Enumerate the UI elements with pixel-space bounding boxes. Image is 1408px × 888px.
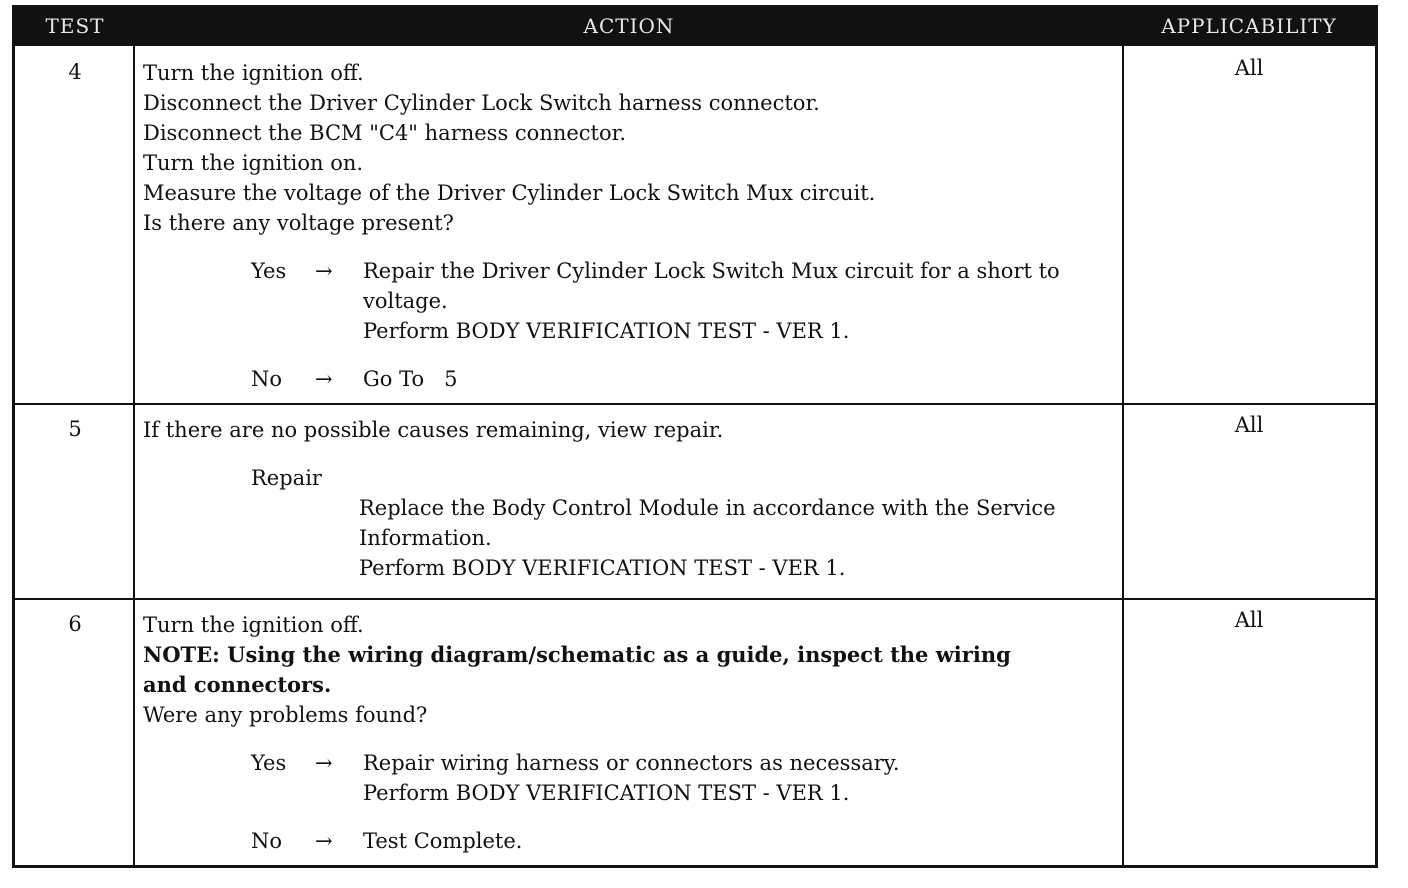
arrow-right-icon: → xyxy=(315,829,333,853)
result-label: Yes xyxy=(251,259,287,283)
repair-label: Repair xyxy=(251,466,322,490)
diagnostic-test-table xyxy=(12,5,1378,868)
result-text xyxy=(363,364,1123,394)
result-line: Perform BODY VERIFICATION TEST - VER 1. xyxy=(363,319,850,343)
result-line: voltage. xyxy=(363,289,448,313)
goto-link[interactable]: Go To 5 xyxy=(363,367,458,391)
result-label: No xyxy=(251,829,283,853)
action-step: If there are no possible causes remaining, view repair. xyxy=(143,418,724,442)
table-header xyxy=(15,8,1375,46)
action-step: Measure the voltage of the Driver Cylinder Lock Switch Mux circuit. xyxy=(143,181,876,205)
arrow-right-icon: → xyxy=(315,751,333,775)
note-text: NOTE: Using the wiring diagram/schematic as a guide, inspect the wiring xyxy=(143,642,1011,667)
result-text xyxy=(363,826,1123,856)
result-line: Repair wiring harness or connectors as necessary. xyxy=(363,751,900,775)
result-label: Yes xyxy=(251,751,287,775)
header-applicability: APPLICABILITY xyxy=(1161,14,1337,38)
action-step: Disconnect the BCM "C4" harness connector. xyxy=(143,121,627,145)
action-cell xyxy=(143,415,1123,583)
action-step: Turn the ignition on. xyxy=(143,151,364,175)
test-number: 6 xyxy=(68,612,82,636)
applicability-value: All xyxy=(1234,56,1264,80)
action-cell xyxy=(143,610,1123,856)
result-yes xyxy=(143,256,1123,346)
result-line: Test Complete. xyxy=(363,829,523,853)
result-yes xyxy=(143,748,1123,808)
repair-line: Information. xyxy=(359,526,492,550)
action-question: Were any problems found? xyxy=(143,703,428,727)
result-text xyxy=(363,748,1123,808)
result-line: Perform BODY VERIFICATION TEST - VER 1. xyxy=(363,781,850,805)
table-row-test-4 xyxy=(15,48,1375,403)
repair-text xyxy=(359,493,1123,583)
arrow-right-icon: → xyxy=(315,259,333,283)
repair-line: Replace the Body Control Module in accordance with the Service xyxy=(359,496,1056,520)
result-line: Repair the Driver Cylinder Lock Switch Mux circuit for a short to xyxy=(363,259,1060,283)
result-no xyxy=(143,364,1123,394)
test-number: 4 xyxy=(68,60,82,84)
action-step: Turn the ignition off. xyxy=(143,61,364,85)
applicability-value: All xyxy=(1234,413,1264,437)
result-label: No xyxy=(251,367,283,391)
note-text: and connectors. xyxy=(143,672,332,697)
result-no xyxy=(143,826,1123,856)
action-step: Turn the ignition off. xyxy=(143,613,364,637)
applicability-value: All xyxy=(1234,608,1264,632)
table-row-test-5 xyxy=(15,405,1375,598)
arrow-right-icon: → xyxy=(315,367,333,391)
test-number: 5 xyxy=(68,417,82,441)
table-row-test-6 xyxy=(15,600,1375,865)
repair-line: Perform BODY VERIFICATION TEST - VER 1. xyxy=(359,556,846,580)
action-question: Is there any voltage present? xyxy=(143,211,454,235)
action-cell xyxy=(143,58,1123,394)
header-test: TEST xyxy=(45,14,105,38)
result-text xyxy=(363,256,1123,346)
header-action: ACTION xyxy=(583,14,675,38)
action-step: Disconnect the Driver Cylinder Lock Switch harness connector. xyxy=(143,91,820,115)
